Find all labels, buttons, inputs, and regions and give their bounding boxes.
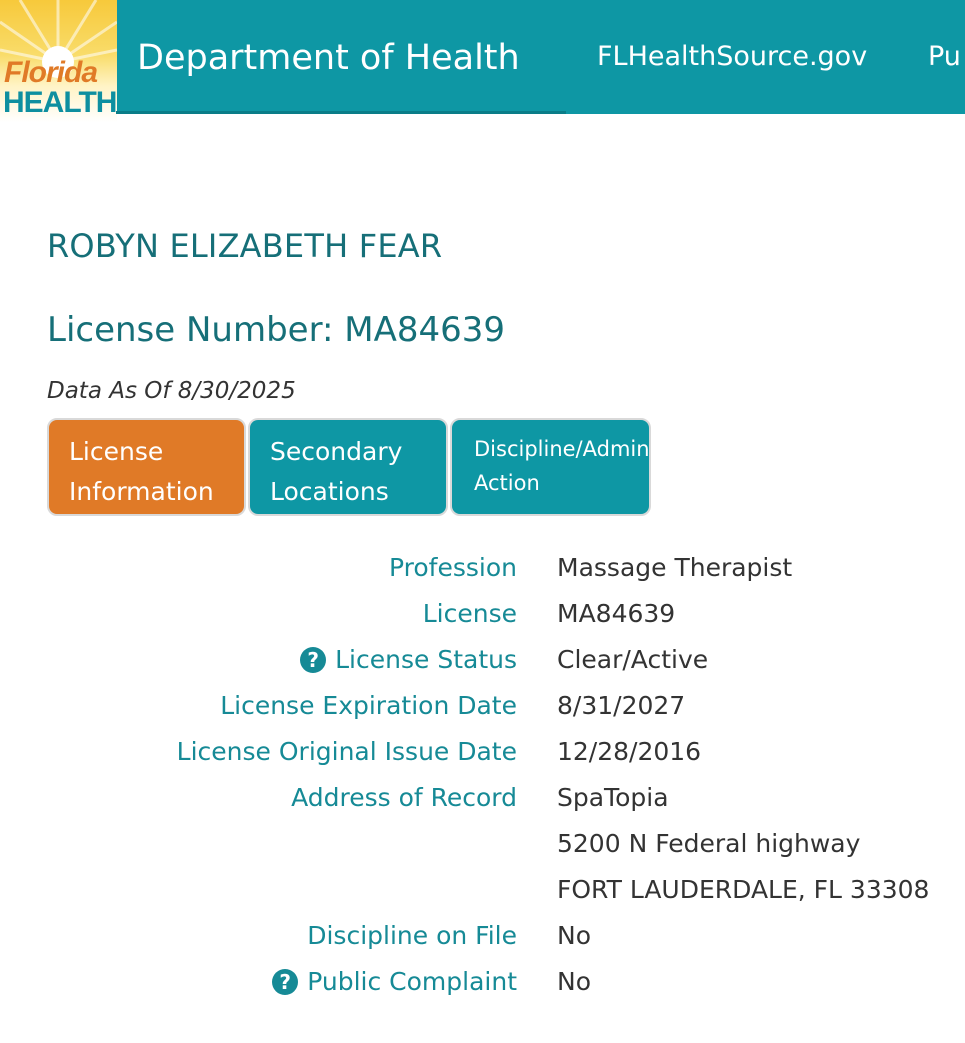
tab-label: License Information: [69, 437, 214, 506]
address-line-2: 5200 N Federal highway: [557, 829, 861, 858]
address-line-1: SpaTopia: [557, 783, 669, 812]
help-icon[interactable]: ?: [300, 647, 326, 673]
logo-text-florida: Florida: [4, 56, 98, 89]
license-value: MA84639: [557, 599, 676, 628]
expiration-date-value: 8/31/2027: [557, 691, 686, 720]
public-complaint-value: No: [557, 967, 591, 996]
florida-health-logo[interactable]: [0, 0, 117, 122]
license-status-label: [300, 643, 517, 677]
public-complaint-label: [272, 965, 517, 999]
discipline-on-file-label: Discipline on File: [307, 921, 517, 950]
data-as-of-date: Data As Of 8/30/2025: [47, 378, 296, 404]
profession-label: Profession: [389, 553, 517, 582]
site-title[interactable]: Department of Health: [137, 38, 520, 78]
profession-value: Massage Therapist: [557, 553, 793, 582]
header-divider: [116, 111, 566, 114]
license-status-label-text: License Status: [335, 645, 517, 674]
tab-label: Discipline/Admin Action: [474, 437, 650, 495]
address-line-3: FORT LAUDERDALE, FL 33308: [557, 875, 930, 904]
help-icon[interactable]: ?: [272, 969, 298, 995]
licensee-name: ROBYN ELIZABETH FEAR: [47, 227, 443, 265]
address-of-record-label: Address of Record: [291, 783, 517, 812]
original-issue-date-value: 12/28/2016: [557, 737, 702, 766]
logo-text-health: HEALTH: [3, 86, 117, 119]
license-label: License: [422, 599, 517, 628]
discipline-on-file-value: No: [557, 921, 591, 950]
nav-link-flhealthsource[interactable]: FLHealthSource.gov: [597, 41, 868, 72]
expiration-date-label: License Expiration Date: [220, 691, 517, 720]
license-status-value: Clear/Active: [557, 645, 709, 674]
original-issue-date-label: License Original Issue Date: [176, 737, 517, 766]
tab-secondary-locations[interactable]: [248, 418, 448, 516]
site-header: [0, 0, 965, 119]
nav-link-truncated[interactable]: Pu: [928, 41, 961, 72]
tab-license-information[interactable]: [47, 418, 246, 516]
tab-label: Secondary Locations: [270, 437, 403, 506]
tab-discipline-admin-action[interactable]: [450, 418, 651, 516]
license-number-heading: License Number: MA84639: [47, 310, 505, 350]
public-complaint-label-text: Public Complaint: [307, 967, 517, 996]
